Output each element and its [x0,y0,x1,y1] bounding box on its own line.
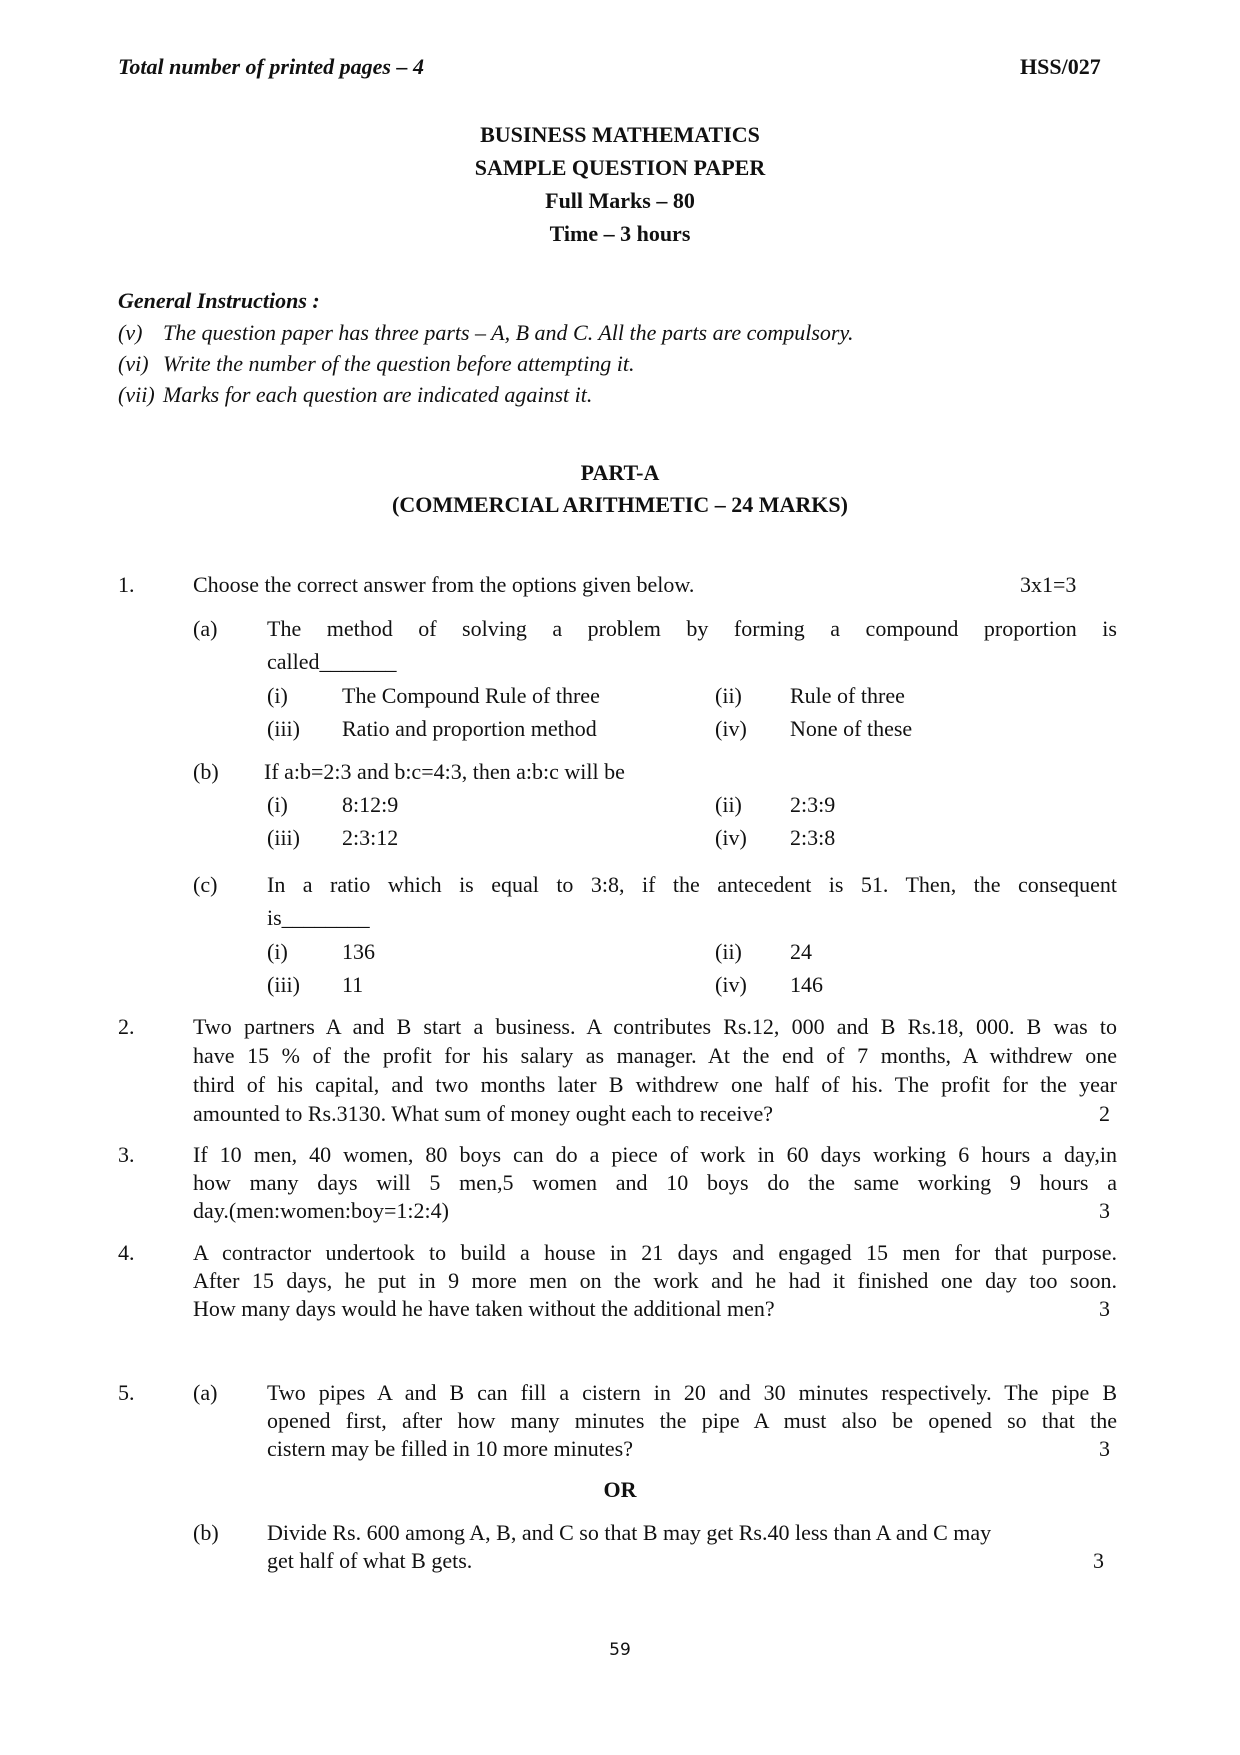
option-num: (i) [267,939,288,964]
question-marks: 3 [1099,1198,1110,1223]
option-num: (iv) [715,825,747,850]
option-text: 146 [790,972,823,997]
option-text: 11 [342,972,364,997]
sub-question-text: cistern may be filled in 10 more minutes? [267,1436,633,1461]
sub-question-text: called_______ [267,649,397,674]
question-text: amounted to Rs.3130. What sum of money ought each to receive? [193,1101,774,1126]
question-text: have 15 % of the profit for his salary as manager. At the end of 7 months, A withdrew one [193,1043,1117,1068]
instructions-heading: General Instructions : [118,288,320,313]
question-text: A contractor undertook to build a house in 21 days and engaged 15 men for that purpose. [193,1240,1117,1265]
option-num: (ii) [715,683,742,708]
option-num: (i) [267,792,288,817]
option-text: 24 [790,939,812,964]
header-code: HSS/027 [1020,54,1101,79]
instruction-num: (vi) [118,351,149,376]
question-marks: 3 [1099,1436,1110,1461]
sub-question-label: (b) [193,1520,219,1545]
option-num: (i) [267,683,288,708]
instruction-text: The question paper has three parts – A, B and C. All the parts are compulsory. [163,320,854,345]
option-num: (ii) [715,792,742,817]
question-text: third of his capital, and two months later B withdrew one half of his. The profit for the year [193,1072,1117,1097]
question-text: day.(men:women:boy=1:2:4) [193,1198,449,1223]
question-number: 3. [118,1142,135,1167]
option-text: 2:3:8 [790,825,836,850]
sub-question-text: Divide Rs. 600 among A, B, and C so that B may get Rs.40 less than A and C may [267,1520,992,1545]
question-marks: 3 [1093,1548,1104,1573]
sub-question-label: (a) [193,1380,218,1405]
option-num: (iv) [715,972,747,997]
option-text: 136 [342,939,375,964]
sub-question-text: Two pipes A and B can fill a cistern in 20 and 30 minutes respectively. The pipe B [267,1380,1117,1405]
question-number: 2. [118,1014,135,1039]
question-text: Two partners A and B start a business. A contributes Rs.12, 000 and B Rs.18, 000. B was to [193,1014,1117,1039]
instruction-num: (vii) [118,382,155,407]
option-text: None of these [790,716,913,741]
instruction-text: Write the number of the question before attempting it. [163,351,635,376]
page-number: 59 [609,1640,631,1660]
option-text: The Compound Rule of three [342,683,600,708]
question-marks: 3x1=3 [1020,572,1077,597]
question-marks: 3 [1099,1296,1110,1321]
question-text: how many days will 5 men,5 women and 10 boys do the same working 9 hours a [193,1170,1117,1195]
instruction-text: Marks for each question are indicated against it. [163,382,593,407]
question-number: 4. [118,1240,135,1265]
question-text: How many days would he have taken without the additional men? [193,1296,775,1321]
instruction-num: (v) [118,320,143,345]
option-text: Ratio and proportion method [342,716,597,741]
sub-question-text: get half of what B gets. [267,1548,473,1573]
question-marks: 2 [1099,1101,1110,1126]
sub-question-text: The method of solving a problem by forming a compound proportion is [267,616,1117,641]
option-num: (iii) [267,716,300,741]
question-number: 1. [118,572,135,597]
option-text: Rule of three [790,683,905,708]
sub-question-label: (c) [193,872,218,897]
full-marks: Full Marks – 80 [545,188,695,213]
paper-subject: BUSINESS MATHEMATICS [480,122,760,147]
sub-question-text: In a ratio which is equal to 3:8, if the antecedent is 51. Then, the consequent [267,872,1117,897]
sub-question-label: (b) [193,759,219,784]
paper-type: SAMPLE QUESTION PAPER [474,155,766,180]
time-allowed: Time – 3 hours [549,221,691,246]
option-text: 2:3:12 [342,825,399,850]
part-subtitle: (COMMERCIAL ARITHMETIC – 24 MARKS) [392,492,848,517]
question-text: Choose the correct answer from the options given below. [193,572,695,597]
option-num: (iv) [715,716,747,741]
sub-question-text: If a:b=2:3 and b:c=4:3, then a:b:c will be [264,759,625,784]
question-text: If 10 men, 40 women, 80 boys can do a piece of work in 60 days working 6 hours a day,in [193,1142,1117,1167]
option-num: (iii) [267,825,300,850]
option-num: (ii) [715,939,742,964]
sub-question-text: is________ [267,905,370,930]
or-divider: OR [603,1477,637,1502]
question-text: After 15 days, he put in 9 more men on the work and he had it finished one day too soon. [193,1268,1117,1293]
option-text: 8:12:9 [342,792,399,817]
header-pages-note: Total number of printed pages – 4 [118,54,424,79]
sub-question-text: opened first, after how many minutes the pipe A must also be opened so that the [267,1408,1117,1433]
part-title: PART-A [580,460,660,485]
sub-question-label: (a) [193,616,218,641]
option-text: 2:3:9 [790,792,836,817]
question-number: 5. [118,1380,135,1405]
option-num: (iii) [267,972,300,997]
